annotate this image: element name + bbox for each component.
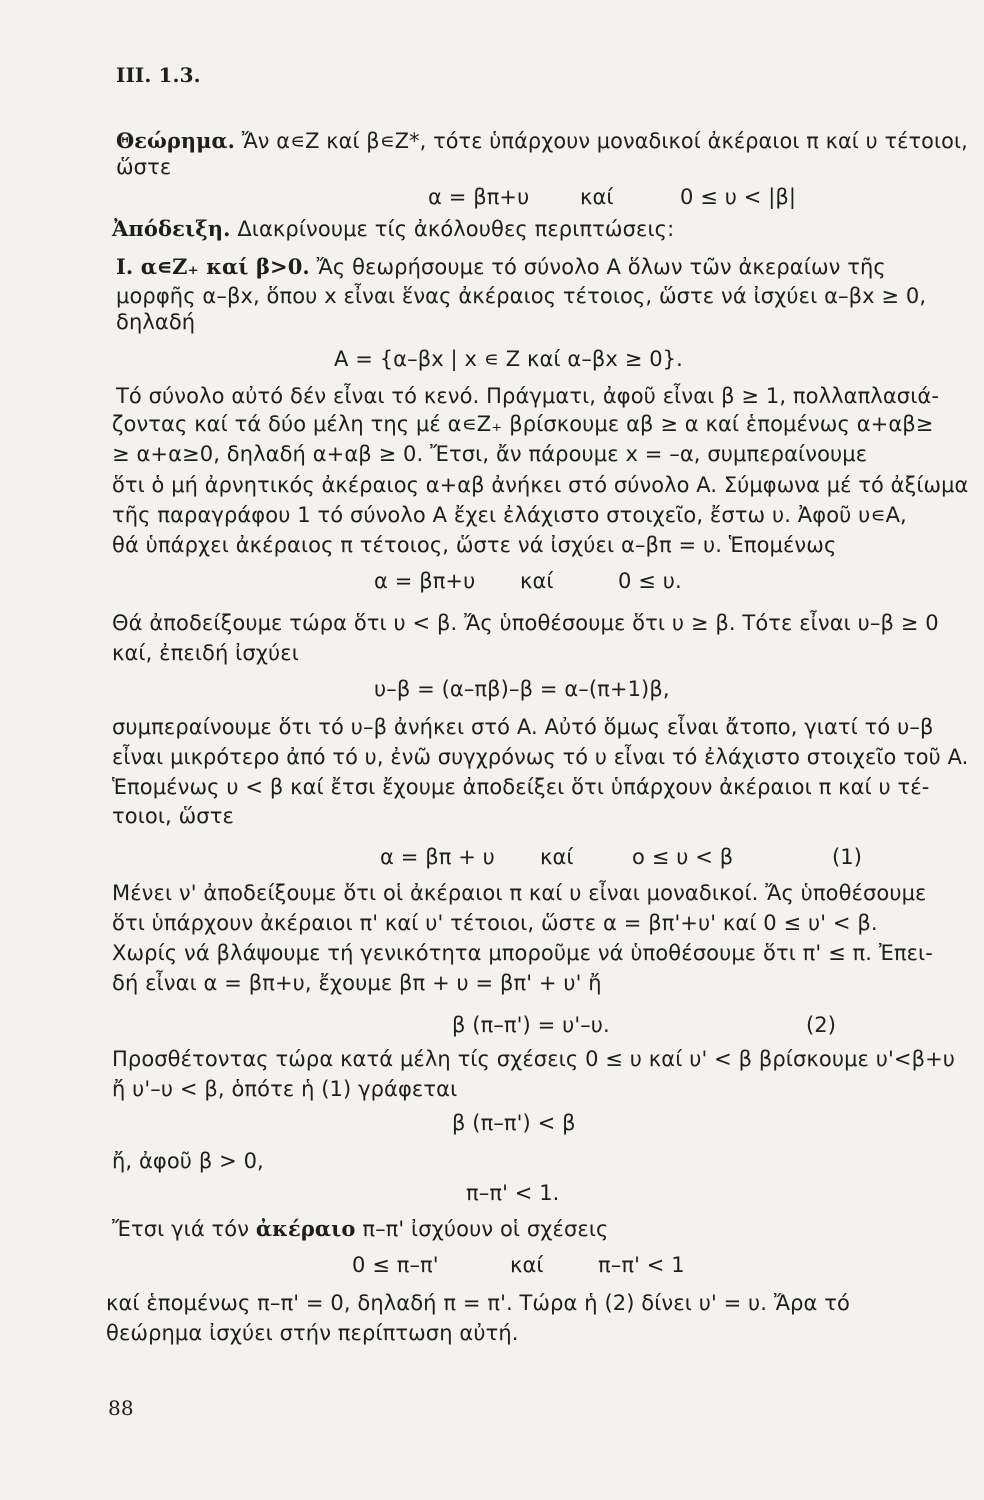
text-line: Ἄς θεωρήσουμε τό σύνολο A ὅλων τῶν ἀκεραίων τῆς: [316, 255, 886, 279]
page-number: 88: [108, 1396, 134, 1420]
text-line: ὅτι ὁ μή ἀρνητικός ἀκέραιος α+αβ ἀνήκει στό σύνολο A. Σύμφωνα μέ τό ἀξίωμα: [112, 473, 969, 497]
text-line: μορφῆς α–βx, ὅπου x εἶναι ἕνας ἀκέραιος τέτοιος, ὥστε νά ἰσχύει α–βx ≥ 0,: [116, 284, 927, 308]
text-line: ἤ υ'–υ < β, ὁπότε ἡ (1) γράφεται: [112, 1077, 458, 1101]
eq-right: o ≤ υ < β: [632, 845, 734, 869]
text-line: συμπεραίνουμε ὅτι τό υ–β ἀνήκει στό A. Αὐτό ὅμως εἶναι ἄτοπο, γιατί τό υ–β: [112, 715, 934, 739]
text-line: δηλαδή: [116, 310, 196, 334]
eq-left: α = βπ+υ: [428, 185, 530, 209]
text-line: καί, ἐπειδή ἰσχύει: [112, 641, 299, 665]
eq-right: π–π' < 1: [598, 1253, 685, 1277]
text-line: Θά ἀποδείξουμε τώρα ὅτι υ < β. Ἄς ὑποθέσουμε ὅτι υ ≥ β. Τότε εἶναι υ–β ≥ 0: [112, 611, 939, 635]
equation: β (π–π') < β: [452, 1111, 576, 1135]
text-line: Προσθέτοντας τώρα κατά μέλη τίς σχέσεις 0 ≤ υ καί υ' < β βρίσκουμε υ'<β+υ: [112, 1047, 956, 1071]
theorem-label: Θεώρημα.: [116, 128, 235, 153]
equation: β (π–π') = υ'–υ.: [452, 1013, 610, 1037]
eq-left: α = βπ + υ: [380, 845, 495, 869]
text-line: Χωρίς νά βλάψουμε τή γενικότητα μποροῦμε νά ὑποθέσουμε ὅτι π' ≤ π. Ἐπει-: [112, 941, 933, 965]
text-line: ὅτι ὑπάρχουν ἀκέραιοι π' καί υ' τέτοιοι, ὥστε α = βπ'+υ' καί 0 ≤ υ' < β.: [112, 911, 878, 935]
proof-label: Ἀπόδειξη.: [112, 216, 231, 241]
equation-number: (2): [806, 1013, 837, 1037]
text-line: Τό σύνολο αὐτό δέν εἶναι τό κενό. Πράγματι, ἀφοῦ εἶναι β ≥ 1, πολλαπλασιά-: [116, 384, 940, 408]
theorem-text: Ἄν α∊Z καί β∊Z*, τότε ὑπάρχουν μοναδικοί ἀκέραιοι π καί υ τέτοιοι,: [241, 129, 968, 153]
eq-right: 0 ≤ υ < |β|: [680, 185, 797, 209]
theorem-text-2: ὥστε: [116, 155, 172, 179]
text-line: ἤ, ἀφοῦ β > 0,: [112, 1149, 264, 1173]
text-line: καί ἑπομένως π–π' = 0, δηλαδή π = π'. Τώρα ἡ (2) δίνει υ' = υ. Ἄρα τό: [106, 1291, 850, 1315]
text-line: ≥ α+α≥0, δηλαδή α+αβ ≥ 0. Ἔτσι, ἄν πάρουμε x = –α, συμπεραίνουμε: [112, 442, 868, 466]
equation: υ–β = (α–πβ)–β = α–(π+1)β,: [374, 677, 670, 701]
text-line: εἶναι μικρότερο ἀπό τό υ, ἐνῶ συγχρόνως τό υ εἶναι τό ἐλάχιστο στοιχεῖο τοῦ A.: [112, 745, 969, 769]
proof-intro-text: Διακρίνουμε τίς ἀκόλουθες περιπτώσεις:: [237, 217, 675, 241]
text-line: ζοντας καί τά δύο μέλη της μέ α∊Z₊ βρίσκουμε αβ ≥ α καί ἑπομένως α+αβ≥: [112, 412, 934, 436]
section-number: III. 1.3.: [116, 63, 201, 87]
text-line: τῆς παραγράφου 1 τό σύνολο A ἔχει ἐλάχιστο στοιχεῖο, ἔστω υ. Ἀφοῦ υ∊A,: [112, 503, 907, 527]
bold-word: ἀκέραιο: [255, 1216, 356, 1241]
eq-left: α = βπ+υ: [374, 569, 476, 593]
text-line: θά ὑπάρχει ἀκέραιος π τέτοιος, ὥστε νά ἰσχύει α–βπ = υ. Ἑπομένως: [112, 533, 837, 557]
text-line: δή εἶναι α = βπ+υ, ἔχουμε βπ + υ = βπ' + υ' ἤ: [112, 971, 602, 995]
set-equation: A = {α–βx | x ∊ Z καί α–βx ≥ 0}.: [334, 347, 683, 371]
eq-mid: καί: [510, 1253, 544, 1277]
text-line: Ἑπομένως υ < β καί ἔτσι ἔχουμε ἀποδείξει ὅτι ὑπάρχουν ἀκέραιοι π καί υ τέ-: [112, 775, 930, 799]
case-label: Ι. α∊Z₊ καί β>0.: [116, 254, 310, 279]
text-line: τοιοι, ὥστε: [112, 804, 234, 828]
eq-mid: καί: [520, 569, 554, 593]
theorem-statement: [116, 128, 968, 154]
proof-intro: [112, 216, 674, 242]
equation-number: (1): [832, 845, 863, 869]
eq-left: 0 ≤ π–π': [352, 1253, 439, 1277]
case-1: [116, 254, 886, 280]
eq-mid: καί: [540, 845, 574, 869]
text-line-mixed: [112, 1216, 608, 1242]
equation: π–π' < 1.: [466, 1181, 560, 1205]
eq-right: 0 ≤ υ.: [618, 569, 682, 593]
text-part: π–π' ἰσχύουν οἱ σχέσεις: [362, 1217, 609, 1241]
eq-mid: καί: [580, 185, 614, 209]
text-line: Μένει ν' ἀποδείξουμε ὅτι οἱ ἀκέραιοι π καί υ εἶναι μοναδικοί. Ἄς ὑποθέσουμε: [112, 881, 927, 905]
text-line: θεώρημα ἰσχύει στήν περίπτωση αὐτή.: [106, 1321, 519, 1345]
text-part: γιά τόν: [171, 1217, 250, 1241]
etsi-word: Ἔτσι: [112, 1217, 165, 1241]
